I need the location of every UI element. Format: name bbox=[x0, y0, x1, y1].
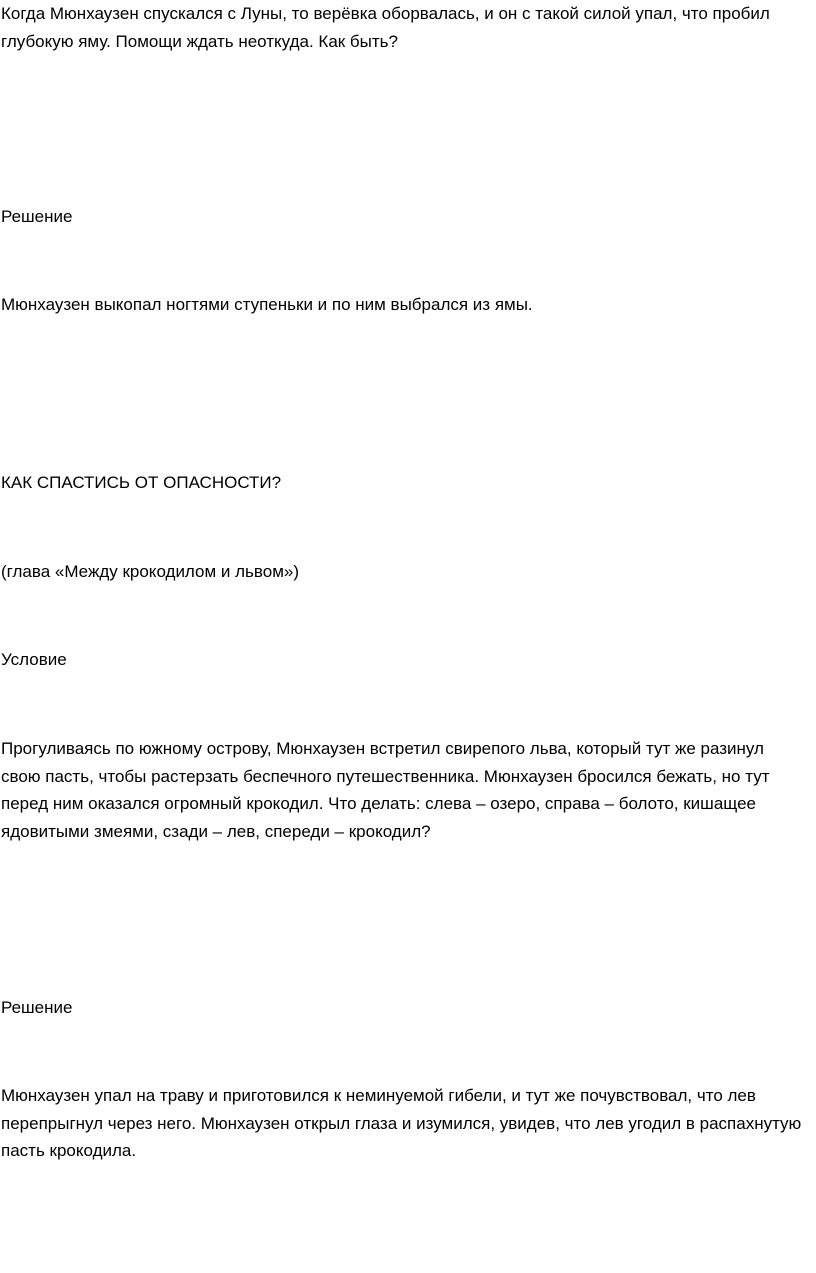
condition-text: Прогуливаясь по южному острову, Мюнхаузен встретил свирепого льва, который тут же разинул свою пасть, чтобы растерзать беспечного путешественника. Мюнхаузен бросился бежать, но тут перед ним оказался огромный крокодил. Что делать: слева – озеро, справа – болото, кишащее ядовитыми змеями, сзади – лев, спереди – крокодил? bbox=[1, 739, 770, 841]
solution-moon-text: Мюнхаузен выкопал ногтями ступеньки и по ним выбрался из ямы. bbox=[1, 295, 533, 314]
condition-heading: Условие bbox=[1, 650, 67, 669]
solution-heading-2: Решение bbox=[1, 998, 73, 1017]
chapter-reference: (глава «Между крокодилом и львом») bbox=[1, 562, 300, 581]
section-title: КАК СПАСТИСЬ ОТ ОПАСНОСТИ? bbox=[1, 473, 282, 492]
solution-lion-text: Мюнхаузен упал на траву и приготовился к неминуемой гибели, и тут же почувствовал, что лев перепрыгнул через него. Мюнхаузен открыл глаза и изумился, увидев, что лев угодил в распахнутую пасть крокодила. bbox=[1, 1086, 802, 1160]
solution-heading: Решение bbox=[1, 207, 73, 226]
problem-moon-text: Когда Мюнхаузен спускался с Луны, то верёвка оборвалась, и он с такой силой упал, что пробил глубокую яму. Помощи ждать неоткуда. Как быть? bbox=[1, 4, 770, 51]
